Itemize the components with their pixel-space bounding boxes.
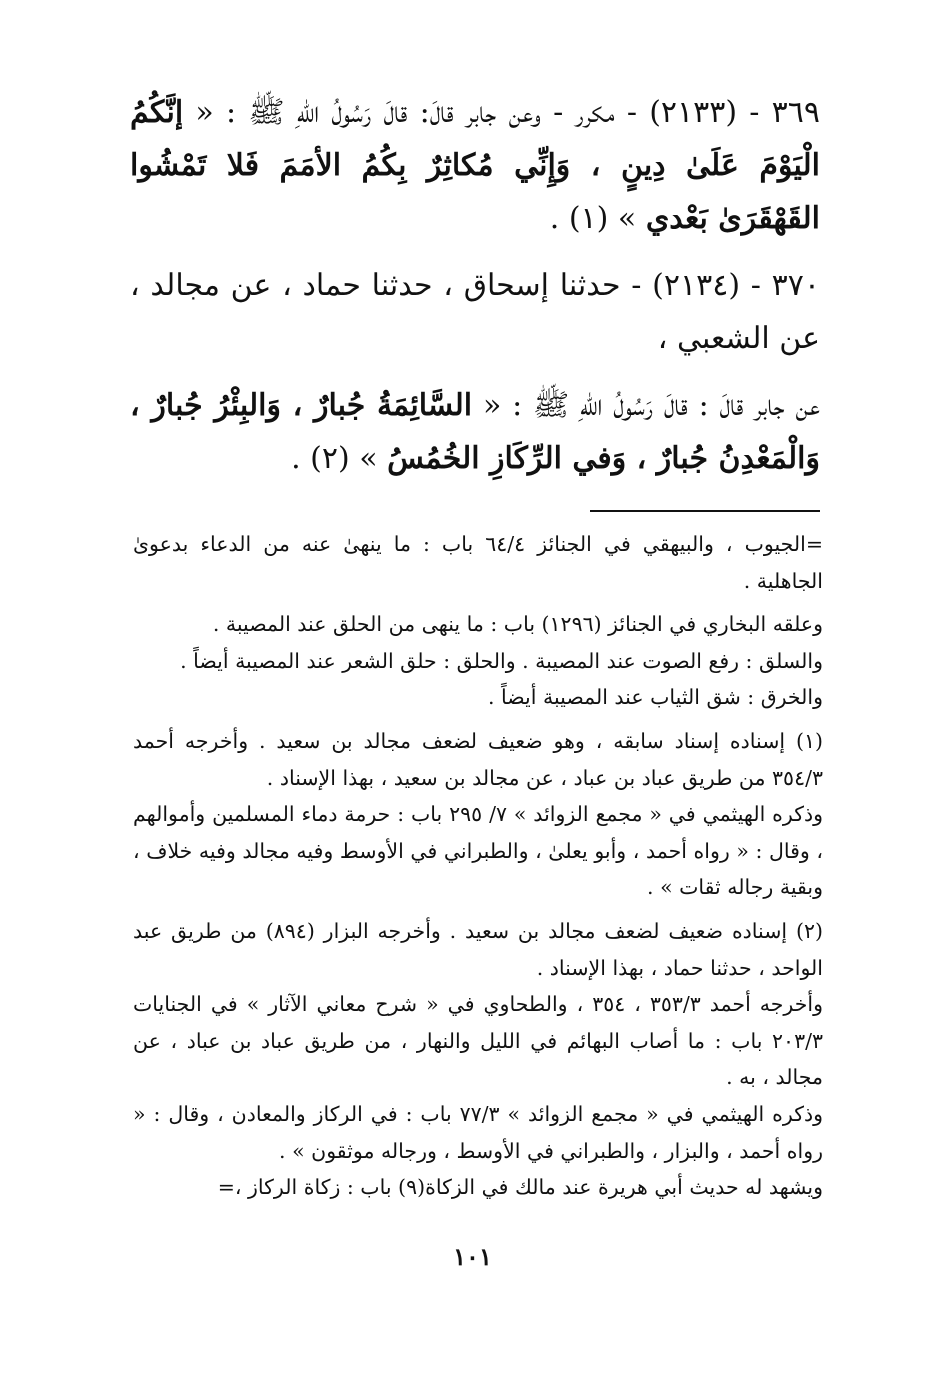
hadith-369-lead: ٣٦٩ - (٢١٣٣) - مكرر - وعن جابر قالَ: قالَ رَسُولُ اللهِ ﷺ : « xyxy=(183,95,820,130)
hadith-369-quote: إنَّكُمُ الْيَوْمَ عَلَىٰ دِينٍ ، وَإِنِّي مُكاثِرٌ بِكُمُ الأمَمَ فَلا تَمْشُوا القَهْقَرَىٰ بَعْدي xyxy=(130,95,820,236)
hadith-370-tail: » (٢) . xyxy=(291,441,388,476)
footnote-continuation: =الجيوب ، والبيهقي في الجنائز ٦٤/٤ باب : ما ينهىٰ عنه من الدعاء بدعوىٰ الجاهلية . xyxy=(133,532,823,593)
main-text xyxy=(130,86,820,485)
page-number: ١٠١ xyxy=(453,1242,492,1271)
footnote-2-shahid: ويشهد له حديث أبي هريرة عند مالك في الزكاة(٩) باب : زكاة الركاز ،= xyxy=(217,1175,823,1200)
hadith-369 xyxy=(130,86,820,245)
footnotes xyxy=(133,526,823,1206)
footnote-1: (١) إسناده إسناد سابقه ، وهو ضعيف لضعف مجالد بن سعيد . وأخرجه أحمد ٣٥٤/٣ من طريق عباد بن عباد ، عن مجالد بن سعيد ، بهذا الإسناد . xyxy=(133,728,823,790)
hadith-370-matn xyxy=(130,379,820,485)
footnote-2: (٢) إسناده ضعيف لضعف مجالد بن سعيد . وأخرجه البزار (٨٩٤) من طريق عبد الواحد ، حدثنا حماد ، بهذا الإسناد . xyxy=(133,918,823,980)
hadith-370-matn-lead: عن جابر قالَ : قالَ رَسُولُ اللهِ ﷺ : « xyxy=(472,388,820,423)
footnote-2-haythami: وذكره الهيثمي في « مجمع الزوائد » ٧٧/٣ باب : في الركاز والمعادن ، وقال : « رواه أحمد ، والبزار ، والطبراني في الأوسط ، ورجاله موثقون » . xyxy=(133,1101,823,1163)
footnote-line: والسلق : رفع الصوت عند المصيبة . والحلق : حلق الشعر عند المصيبة أيضاً . xyxy=(180,648,823,673)
hadith-369-tail: » (١) . xyxy=(549,201,646,236)
footnote-1-haythami: وذكره الهيثمي في « مجمع الزوائد » ٧/ ٢٩٥ باب : حرمة دماء المسلمين وأموالهم ، وقال : « رواه أحمد ، وأبو يعلىٰ ، والطبراني في الأوسط وفيه مجالد وفيه خلاف ، وبقية رجاله ثقات » . xyxy=(133,802,823,900)
footnote-line: والخرق : شق الثياب عند المصيبة أيضاً . xyxy=(488,685,823,710)
footnote-line: وعلقه البخاري في الجنائز (١٢٩٦) باب : ما ينهى من الحلق عند المصيبة . xyxy=(212,612,823,637)
hadith-370-lead: ٣٧٠ - (٢١٣٤) - حدثنا إسحاق ، حدثنا حماد ، عن مجالد ، عن الشعبي ، xyxy=(130,268,820,356)
footnote-2-ahmad: وأخرجه أحمد ٣٥٣/٣ ، ٣٥٤ ، والطحاوي في « شرح معاني الآثار » في الجنايات ٢٠٣/٣ باب : ما أصاب البهائم في الليل والنهار ، من طريق عباد بن عباد ، عن مجالد ، به . xyxy=(133,992,823,1090)
hadith-370-quote: السَّائِمَةُ جُبارٌ ، وَالبِئْرُ جُبارٌ ، وَالْمَعْدِنُ جُبارٌ ، وَفي الرِّكَازِ الخُمُسُ xyxy=(130,388,820,476)
hadith-370-isnad xyxy=(130,259,820,365)
footnote-separator xyxy=(590,510,820,512)
